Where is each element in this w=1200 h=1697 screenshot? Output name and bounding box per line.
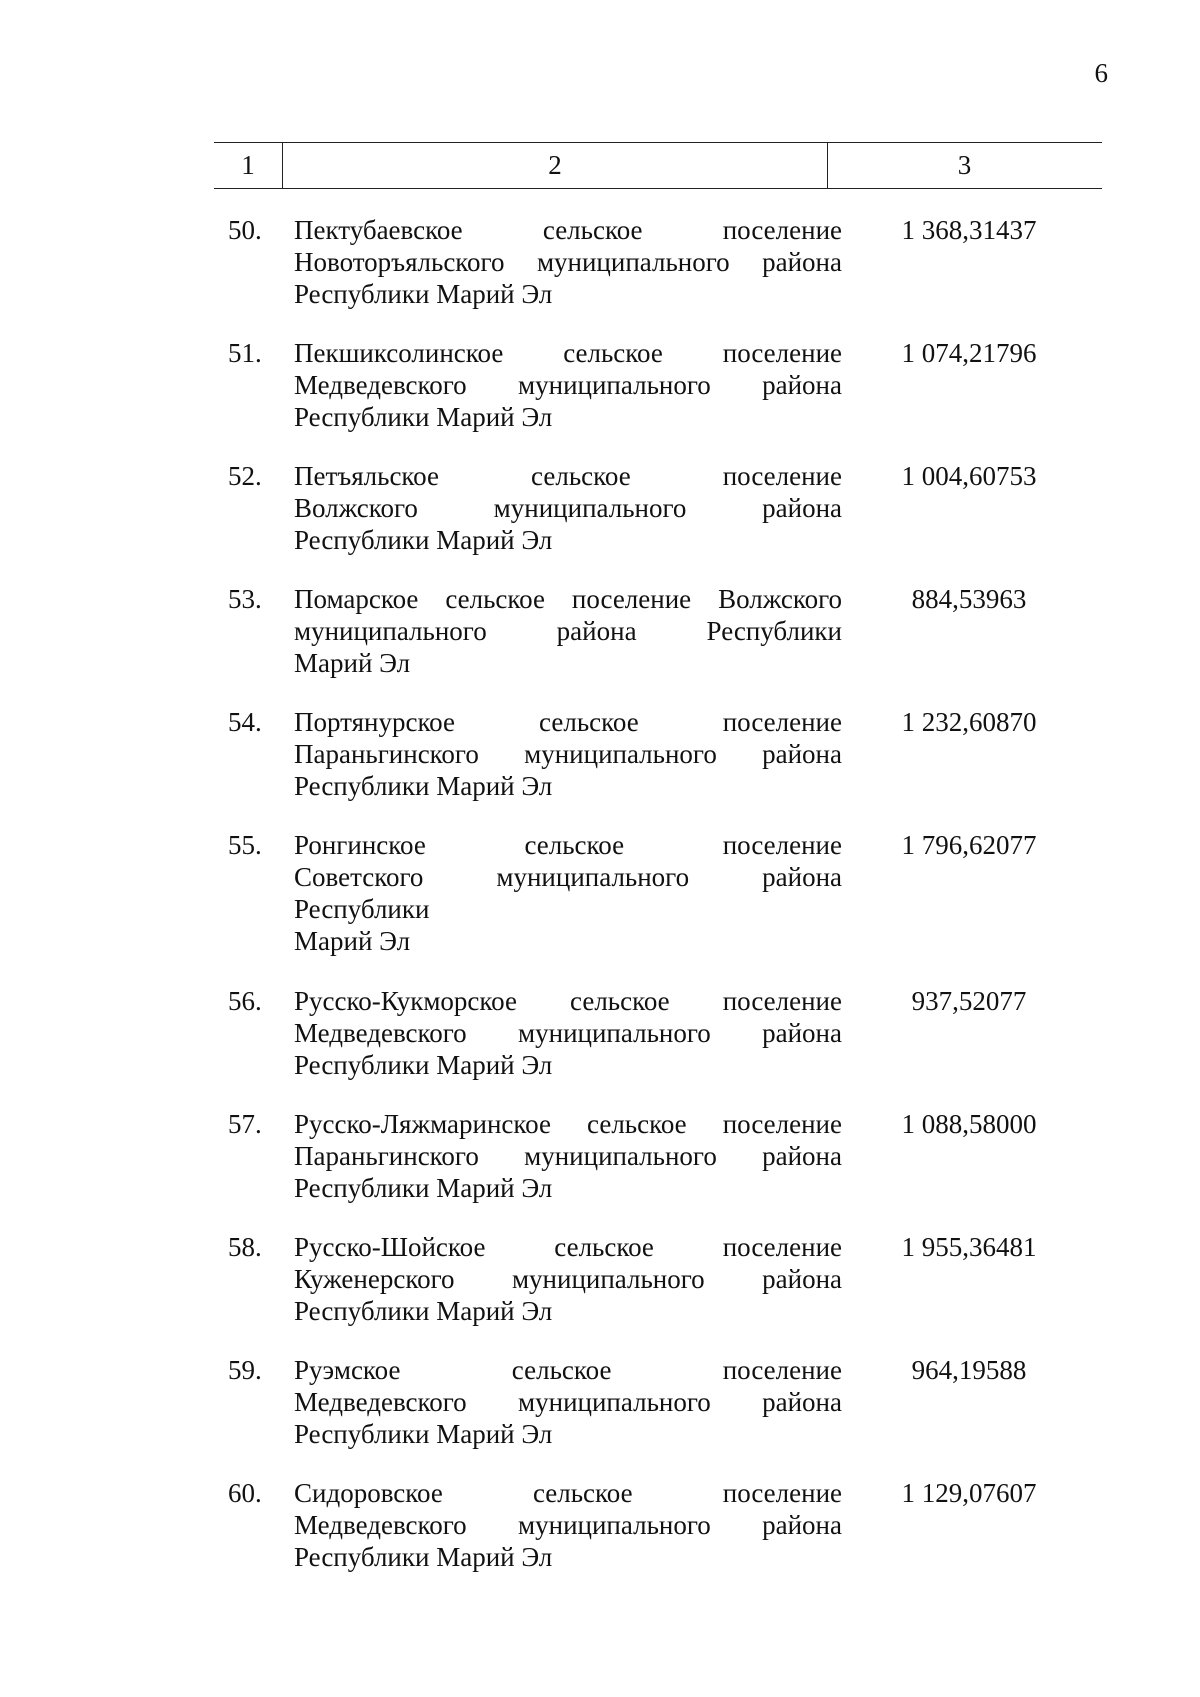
settlement-name-line: Республики Марий Эл [294,1419,553,1449]
settlement-name [294,829,842,957]
settlement-name-line: Республики [294,894,430,924]
settlement-value: 964,19588 [911,1355,1027,1385]
table-header-row [214,142,1102,189]
settlement-name-line: Параньгинского муниципального района [294,739,842,769]
settlement-name-line: Новоторъяльского муниципального района [294,247,842,277]
row-number: 53. [228,584,262,614]
header-col-2: 2 [282,143,828,188]
table-row [214,583,1102,706]
row-number: 51. [228,338,262,368]
table-row [214,1108,1102,1231]
settlement-name-line: Куженерского муниципального района [294,1264,842,1294]
settlement-name [294,1477,842,1573]
header-col-3: 3 [957,150,972,180]
table-row [214,1231,1102,1354]
settlement-name [294,460,842,556]
settlement-name-line: Марий Эл [294,926,411,956]
settlement-name-line: Русско-Шойское сельское поселение [294,1232,842,1262]
settlement-name [294,583,842,679]
settlement-name-line: Русско-Ляжмаринское сельское поселение [294,1109,842,1139]
row-number: 57. [228,1109,262,1139]
table-row [214,985,1102,1108]
settlement-name-line: Республики Марий Эл [294,1542,553,1572]
table-row [214,214,1102,337]
settlement-name-line: Портянурское сельское поселение [294,707,842,737]
row-number: 59. [228,1355,262,1385]
settlement-name-line: Республики Марий Эл [294,402,553,432]
settlement-name-line: Республики Марий Эл [294,1296,553,1326]
settlement-value: 1 088,58000 [901,1109,1037,1139]
settlements-table [214,142,1102,1572]
settlement-value: 1 129,07607 [901,1478,1037,1508]
row-number: 56. [228,986,262,1016]
row-number: 58. [228,1232,262,1262]
settlement-value: 1 232,60870 [901,707,1037,737]
settlement-name-line: Республики Марий Эл [294,1173,553,1203]
settlement-name-line: Руэмское сельское поселение [294,1355,842,1385]
settlement-name-line: Марий Эл [294,648,411,678]
settlement-name-line: Медведевского муниципального района [294,1018,842,1048]
settlement-name [294,1108,842,1204]
settlement-name-line: Советского муниципального района [294,862,842,892]
row-number: 52. [228,461,262,491]
settlement-value: 1 368,31437 [901,215,1037,245]
settlement-name-line: Помарское сельское поселение Волжского [294,584,842,614]
settlement-name-line: Республики Марий Эл [294,1050,553,1080]
table-body [214,214,1102,1600]
settlement-name-line: Медведевского муниципального района [294,1510,842,1540]
settlement-value: 884,53963 [911,584,1027,614]
settlement-name-line: Волжского муниципального района [294,493,842,523]
table-row [214,337,1102,460]
settlement-value: 937,52077 [911,986,1027,1016]
row-number: 55. [228,830,262,860]
settlement-value: 1 074,21796 [901,338,1037,368]
table-row [214,1354,1102,1477]
page-number: 6 [1094,58,1108,88]
settlement-name-line: Сидоровское сельское поселение [294,1478,842,1508]
settlement-name-line: Ронгинское сельское поселение [294,830,842,860]
settlement-value: 1 004,60753 [901,461,1037,491]
settlement-name-line: Медведевского муниципального района [294,1387,842,1417]
settlement-name-line: Параньгинского муниципального района [294,1141,842,1171]
settlement-name-line: Петъяльское сельское поселение [294,461,842,491]
table-row [214,1477,1102,1600]
table-row [214,829,1102,985]
settlement-name [294,214,842,310]
row-number: 60. [228,1478,262,1508]
settlement-name-line: Пектубаевское сельское поселение [294,215,842,245]
row-number: 54. [228,707,262,737]
settlement-name [294,706,842,802]
settlement-name-line: Республики Марий Эл [294,279,553,309]
settlement-name-line: Пекшиксолинское сельское поселение [294,338,842,368]
settlement-name [294,1354,842,1450]
table-row [214,460,1102,583]
header-col-1: 1 [241,150,255,180]
settlement-name-line: Республики Марий Эл [294,525,553,555]
settlement-name [294,985,842,1081]
settlement-name [294,1231,842,1327]
settlement-name-line: Республики Марий Эл [294,771,553,801]
settlement-value: 1 796,62077 [901,830,1037,860]
settlement-name-line: муниципального района Республики [294,616,842,646]
settlement-value: 1 955,36481 [901,1232,1037,1262]
settlement-name-line: Медведевского муниципального района [294,370,842,400]
table-row [214,706,1102,829]
settlement-name-line: Русско-Кукморское сельское поселение [294,986,842,1016]
settlement-name [294,337,842,433]
row-number: 50. [228,215,262,245]
